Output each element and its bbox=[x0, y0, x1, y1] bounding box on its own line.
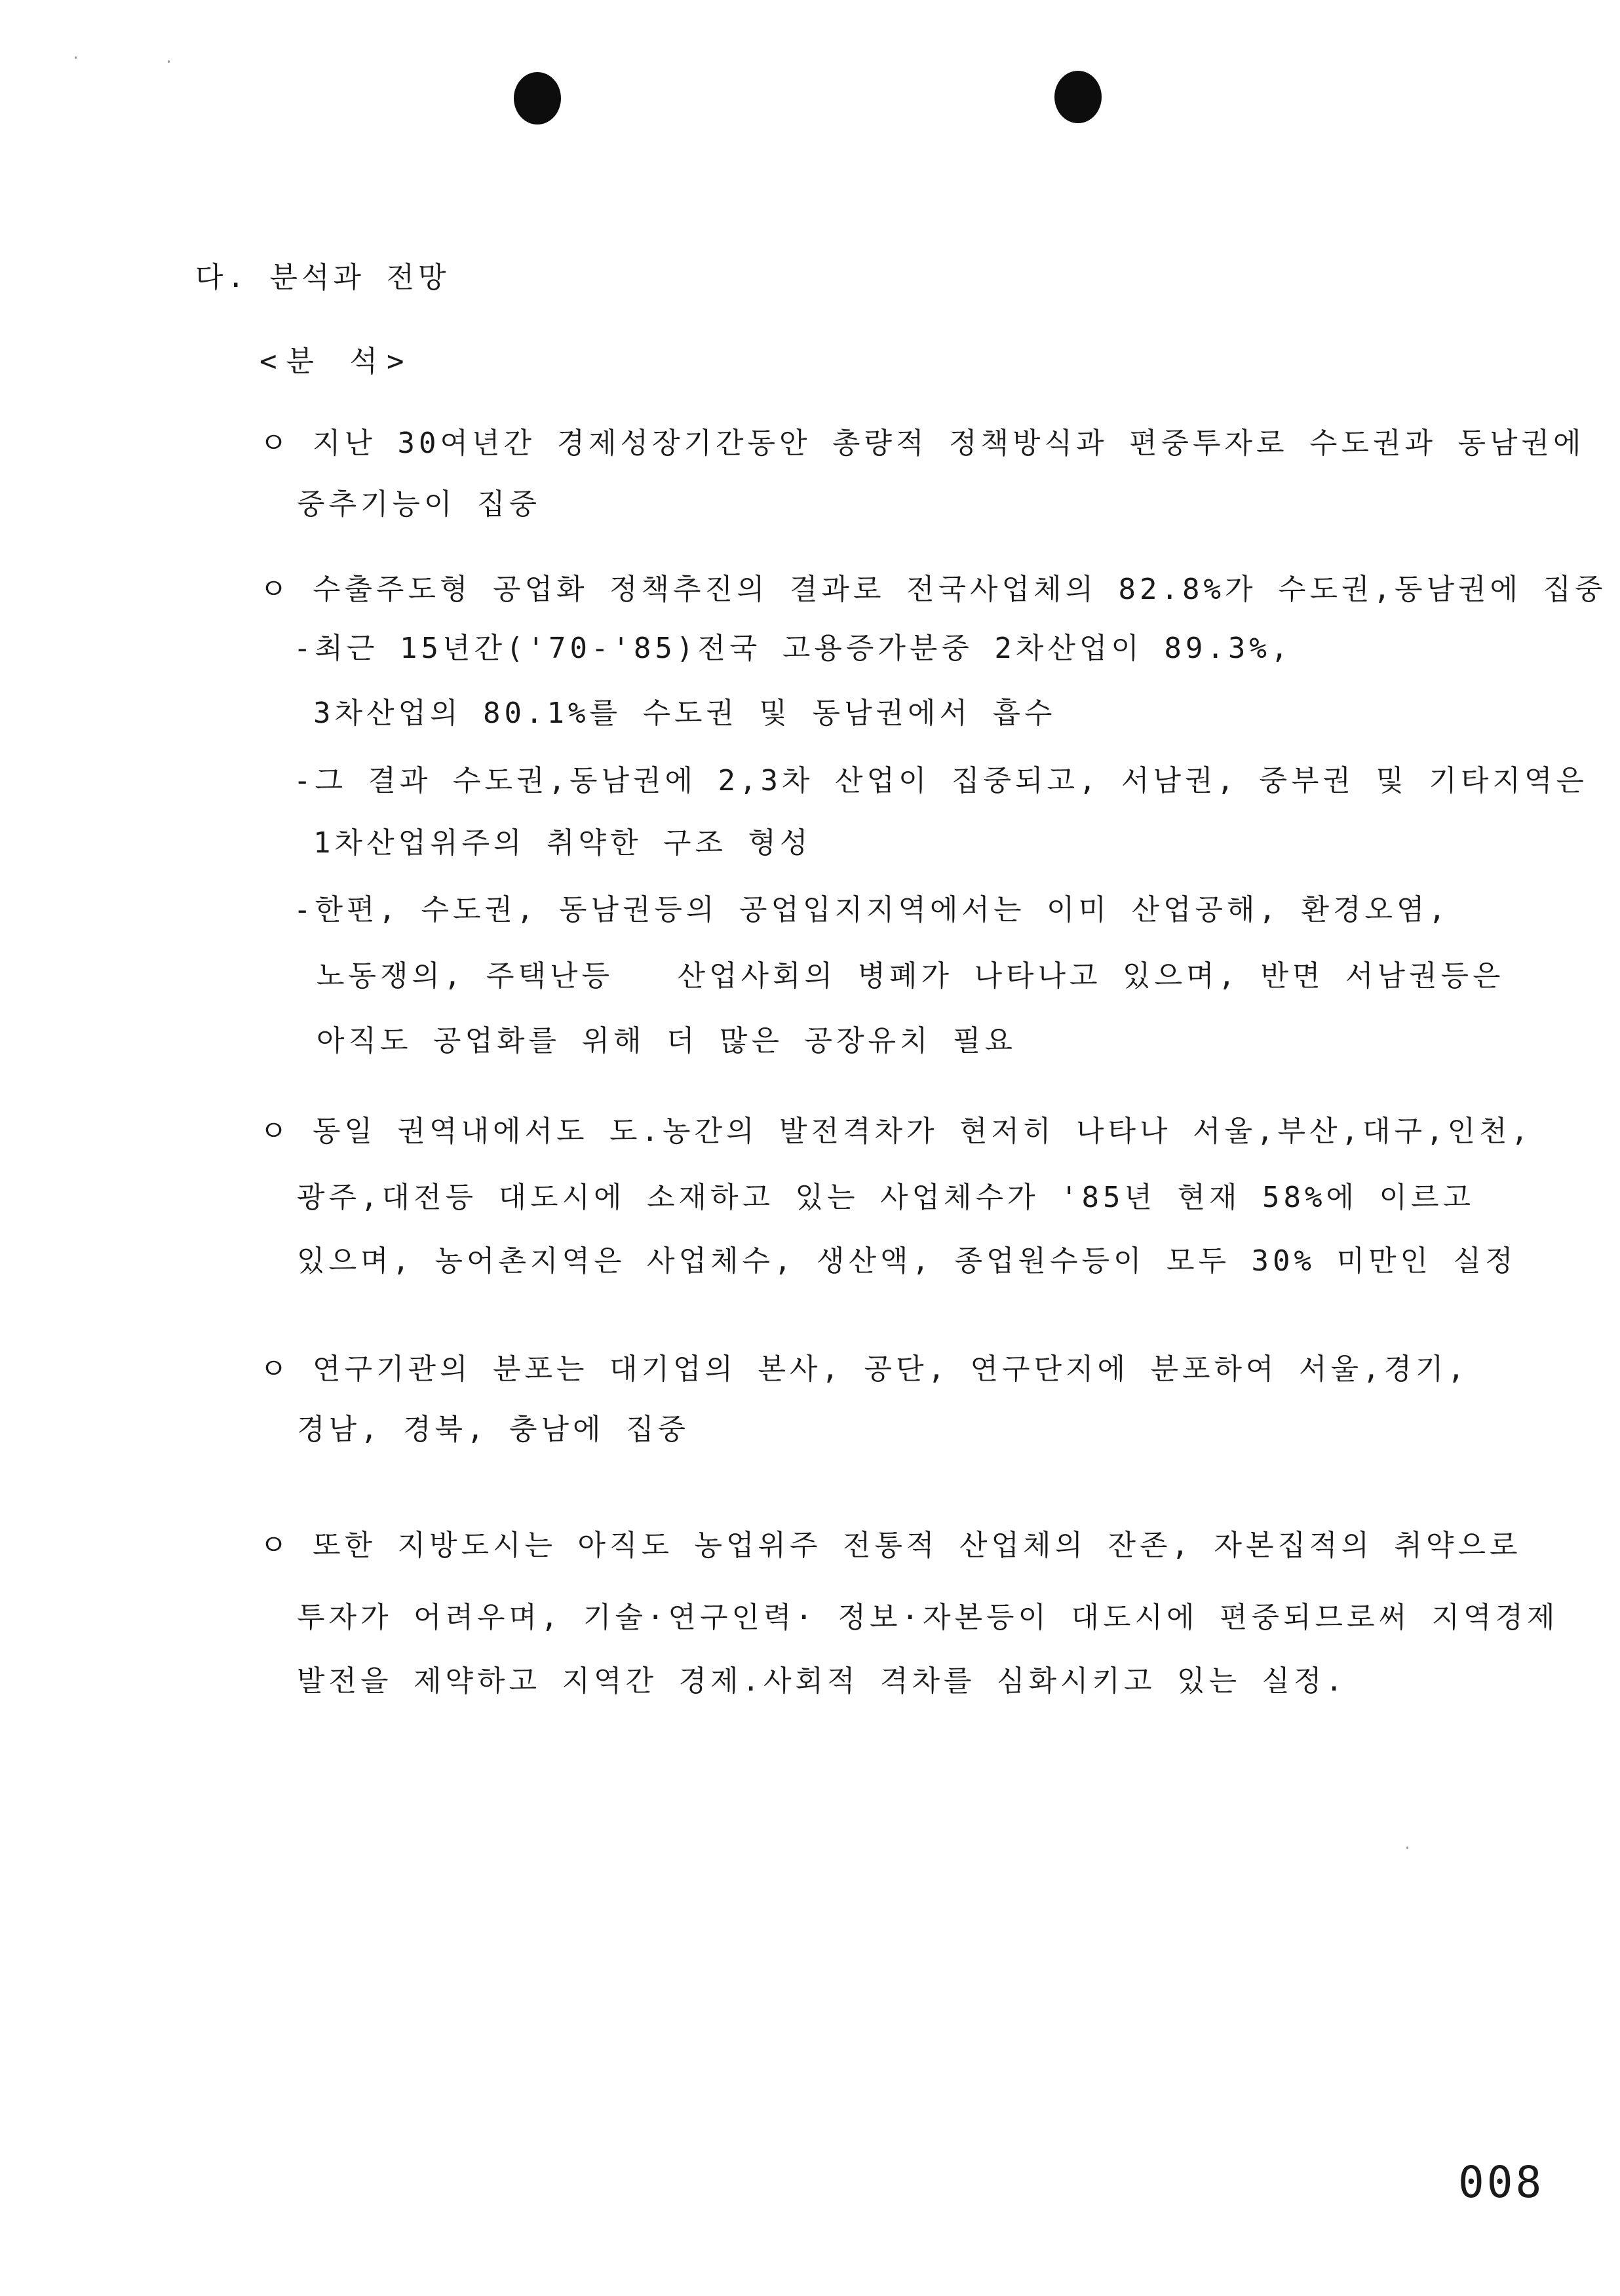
scan-speck bbox=[75, 56, 77, 59]
bullet-2-line-5: 1차산업위주의 취약한 구조 형성 bbox=[313, 826, 812, 860]
bullet-5-line-2: 투자가 어려우며, 기술·연구인력· 정보·자본등이 대도시에 편중되므로써 지역경제 bbox=[297, 1601, 1559, 1634]
bullet-3-line-1: ㅇ 동일 권역내에서도 도.농간의 발전격차가 현저히 나타나 서울,부산,대구,인천, bbox=[260, 1115, 1533, 1148]
bullet-2-line-3: 3차산업의 80.1%를 수도권 및 동남권에서 흡수 bbox=[313, 697, 1056, 730]
bullet-1-line-2: 중추기능이 집중 bbox=[297, 488, 541, 521]
section-heading: 다. 분석과 전망 bbox=[195, 261, 450, 294]
bullet-2-line-6: -한편, 수도권, 동남권등의 공업입지지역에서는 이미 산업공해, 환경오염, bbox=[294, 893, 1450, 927]
scan-speck bbox=[1406, 1846, 1408, 1849]
bullet-2-line-2: -최근 15년간('70-'85)전국 고용증가분중 2차산업이 89.3%, bbox=[294, 632, 1292, 665]
scan-speck bbox=[168, 60, 170, 63]
bullet-1-line-1: ㅇ 지난 30여년간 경제성장기간동안 총량적 정책방식과 편중투자로 수도권과 동남권에 bbox=[260, 427, 1585, 460]
subheading-analysis: <분 석> bbox=[260, 345, 414, 378]
bullet-3-line-3: 있으며, 농어촌지역은 사업체수, 생산액, 종업원수등이 모두 30% 미만인 실정 bbox=[297, 1244, 1517, 1278]
punch-hole-right bbox=[1054, 71, 1102, 123]
bullet-5-line-3: 발전을 제약하고 지역간 경제.사회적 격차를 심화시키고 있는 실정. bbox=[297, 1664, 1347, 1698]
bullet-2-line-1: ㅇ 수출주도형 공업화 정책추진의 결과로 전국사업체의 82.8%가 수도권,동남권에 집중 bbox=[260, 573, 1607, 606]
bullet-4-line-2: 경남, 경북, 충남에 집중 bbox=[297, 1413, 689, 1446]
bullet-2-line-4: -그 결과 수도권,동남권에 2,3차 산업이 집중되고, 서남권, 중부권 및 기타지역은 bbox=[294, 764, 1588, 797]
bullet-2-line-8: 아직도 공업화를 위해 더 많은 공장유치 필요 bbox=[317, 1024, 1017, 1058]
punch-hole-left bbox=[514, 72, 561, 124]
bullet-4-line-1: ㅇ 연구기관의 분포는 대기업의 본사, 공단, 연구단지에 분포하여 서울,경기, bbox=[260, 1352, 1469, 1386]
bullet-3-line-2: 광주,대전등 대도시에 소재하고 있는 사업체수가 '85년 현재 58%에 이르고 bbox=[297, 1181, 1475, 1214]
bullet-5-line-1: ㅇ 또한 지방도시는 아직도 농업위주 전통적 산업체의 잔존, 자본집적의 취약으로 bbox=[260, 1529, 1522, 1562]
page-number: 008 bbox=[1458, 2157, 1545, 2208]
bullet-2-line-7: 노동쟁의, 주택난등 산업사회의 병폐가 나타나고 있으며, 반면 서남권등은 bbox=[317, 959, 1505, 993]
